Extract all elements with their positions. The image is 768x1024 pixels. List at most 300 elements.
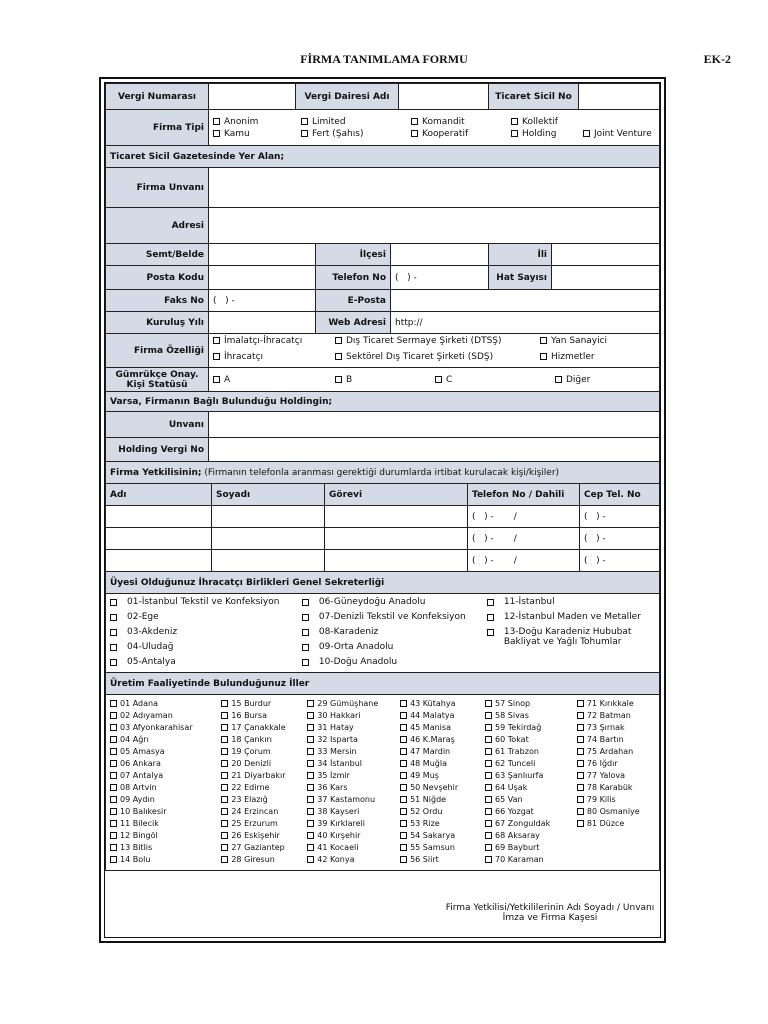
firm-feature-option[interactable] <box>335 351 540 367</box>
firm-feature-option[interactable] <box>540 351 650 367</box>
province-option[interactable] <box>577 698 655 710</box>
province-label: 43 Kütahya <box>410 699 456 708</box>
official-text-field[interactable] <box>212 528 325 550</box>
checkbox-icon[interactable] <box>485 796 492 803</box>
option-label: Joint Venture <box>594 128 652 139</box>
checkbox-icon[interactable] <box>335 376 342 383</box>
firm-type-option[interactable] <box>301 116 411 128</box>
checkbox-icon[interactable] <box>221 856 228 863</box>
district-field[interactable] <box>209 244 316 266</box>
province-option[interactable] <box>400 806 485 818</box>
checkbox-icon[interactable] <box>577 712 584 719</box>
province-option[interactable] <box>577 770 655 782</box>
checkbox-icon[interactable] <box>307 820 314 827</box>
firm-type-option[interactable] <box>411 128 511 140</box>
province-label: 58 Sivas <box>495 711 529 720</box>
province-label: 64 Uşak <box>495 783 528 792</box>
province-option[interactable] <box>400 818 485 830</box>
union-option[interactable] <box>487 612 655 627</box>
checkbox-icon[interactable] <box>110 614 117 621</box>
checkbox-icon[interactable] <box>110 659 117 666</box>
official-text-field[interactable] <box>106 506 212 528</box>
checkbox-icon[interactable] <box>221 772 228 779</box>
customs-status-label: Gümrükçe Onay. Kişi Statüsü <box>106 368 209 392</box>
province-option[interactable] <box>577 746 655 758</box>
checkbox-icon[interactable] <box>213 337 220 344</box>
province-option[interactable] <box>485 806 577 818</box>
checkbox-icon[interactable] <box>302 614 309 621</box>
province-option[interactable] <box>400 746 485 758</box>
postal-code-field[interactable] <box>209 266 316 290</box>
province-option[interactable] <box>221 770 307 782</box>
province-option[interactable] <box>400 782 485 794</box>
province-option[interactable] <box>221 710 307 722</box>
checkbox-icon[interactable] <box>577 784 584 791</box>
province-label: 73 Şırnak <box>586 723 625 732</box>
province-option[interactable] <box>110 758 221 770</box>
province-option[interactable] <box>485 818 577 830</box>
province-label: 39 Kırklareli <box>317 819 366 828</box>
province-label: 31 Hatay <box>317 723 354 732</box>
province-option[interactable] <box>221 842 307 854</box>
checkbox-icon[interactable] <box>110 820 117 827</box>
union-option[interactable] <box>302 657 487 672</box>
checkbox-icon[interactable] <box>485 772 492 779</box>
province-option[interactable] <box>307 842 400 854</box>
email-field[interactable] <box>391 290 660 312</box>
checkbox-icon[interactable] <box>301 130 308 137</box>
checkbox-icon[interactable] <box>577 748 584 755</box>
province-option[interactable] <box>110 710 221 722</box>
phone-field[interactable]: ( ) - <box>391 266 489 290</box>
province-option[interactable] <box>485 842 577 854</box>
checkbox-icon[interactable] <box>335 337 342 344</box>
checkbox-icon[interactable] <box>577 772 584 779</box>
checkbox-icon[interactable] <box>221 784 228 791</box>
province-option[interactable] <box>110 854 221 866</box>
checkbox-icon[interactable] <box>400 736 407 743</box>
province-option[interactable] <box>221 830 307 842</box>
province-option[interactable] <box>400 698 485 710</box>
official-mobile-field[interactable]: ( ) - <box>580 506 660 528</box>
firm-feature-option[interactable] <box>213 351 335 367</box>
checkbox-icon[interactable] <box>221 736 228 743</box>
checkbox-icon[interactable] <box>302 659 309 666</box>
province-option[interactable] <box>307 830 400 842</box>
web-label: Web Adresi <box>316 312 391 334</box>
provinces-section <box>105 672 660 871</box>
union-option[interactable] <box>302 612 487 627</box>
province-option[interactable] <box>485 854 577 866</box>
checkbox-icon[interactable] <box>485 832 492 839</box>
checkbox-icon[interactable] <box>307 784 314 791</box>
lines-label: Hat Sayısı <box>489 266 552 290</box>
checkbox-icon[interactable] <box>400 700 407 707</box>
checkbox-icon[interactable] <box>221 844 228 851</box>
county-field[interactable] <box>391 244 489 266</box>
province-option[interactable] <box>400 854 485 866</box>
province-label: 20 Denizli <box>231 759 272 768</box>
province-option[interactable] <box>221 734 307 746</box>
checkbox-icon[interactable] <box>307 748 314 755</box>
union-option[interactable] <box>302 627 487 642</box>
checkbox-icon[interactable] <box>307 760 314 767</box>
province-option[interactable] <box>485 710 577 722</box>
province-option[interactable] <box>577 818 655 830</box>
checkbox-icon[interactable] <box>487 629 494 636</box>
checkbox-icon[interactable] <box>110 712 117 719</box>
firm-type-option[interactable] <box>511 128 583 140</box>
option-label: Komandit <box>422 116 465 127</box>
checkbox-icon[interactable] <box>110 808 117 815</box>
holding-title-field[interactable] <box>209 412 660 438</box>
checkbox-icon[interactable] <box>435 376 442 383</box>
province-option[interactable] <box>221 782 307 794</box>
checkbox-icon[interactable] <box>577 808 584 815</box>
provinces-column <box>110 698 221 866</box>
checkbox-icon[interactable] <box>110 856 117 863</box>
province-label: 51 Niğde <box>410 795 447 804</box>
province-label: 59 Tekirdağ <box>495 723 542 732</box>
official-text-field[interactable] <box>325 506 468 528</box>
province-label: 17 Çanakkale <box>231 723 286 732</box>
checkbox-icon[interactable] <box>110 736 117 743</box>
province-option[interactable] <box>307 806 400 818</box>
checkbox-icon[interactable] <box>485 808 492 815</box>
checkbox-icon[interactable] <box>577 820 584 827</box>
checkbox-icon[interactable] <box>540 337 547 344</box>
province-option[interactable] <box>577 806 655 818</box>
union-label: 10-Doğu Anadolu <box>318 657 398 667</box>
province-option[interactable] <box>110 746 221 758</box>
checkbox-icon[interactable] <box>555 376 562 383</box>
checkbox-icon[interactable] <box>221 700 228 707</box>
checkbox-icon[interactable] <box>307 736 314 743</box>
province-option[interactable] <box>307 698 400 710</box>
checkbox-icon[interactable] <box>485 784 492 791</box>
checkbox-icon[interactable] <box>583 130 590 137</box>
province-option[interactable] <box>110 806 221 818</box>
fax-field[interactable]: ( ) - <box>209 290 316 312</box>
province-option[interactable] <box>400 794 485 806</box>
province-option[interactable] <box>485 758 577 770</box>
checkbox-icon[interactable] <box>213 130 220 137</box>
option-label: Hizmetler <box>551 351 595 362</box>
customs-status-option[interactable] <box>213 374 335 386</box>
union-label: 13-Doğu Karadeniz Hububat Bakliyat ve Yağlı Tohumlar <box>503 627 632 647</box>
checkbox-icon[interactable] <box>485 724 492 731</box>
checkbox-icon[interactable] <box>307 724 314 731</box>
checkbox-icon[interactable] <box>221 760 228 767</box>
checkbox-icon[interactable] <box>487 599 494 606</box>
founded-field[interactable] <box>209 312 316 334</box>
checkbox-icon[interactable] <box>511 118 518 125</box>
checkbox-icon[interactable] <box>485 856 492 863</box>
checkbox-icon[interactable] <box>485 748 492 755</box>
checkbox-icon[interactable] <box>110 748 117 755</box>
province-option[interactable] <box>577 758 655 770</box>
official-text-field[interactable] <box>212 550 325 572</box>
checkbox-icon[interactable] <box>307 712 314 719</box>
checkbox-icon[interactable] <box>400 712 407 719</box>
official-text-field[interactable] <box>106 550 212 572</box>
province-option[interactable] <box>110 770 221 782</box>
province-label: 04 Ağrı <box>120 735 149 744</box>
union-option[interactable] <box>487 597 655 612</box>
unions-options <box>106 594 660 673</box>
province-option[interactable] <box>577 794 655 806</box>
checkbox-icon[interactable] <box>400 760 407 767</box>
checkbox-icon[interactable] <box>307 856 314 863</box>
official-mobile-field[interactable]: ( ) - <box>580 550 660 572</box>
province-label: 38 Kayseri <box>317 807 360 816</box>
checkbox-icon[interactable] <box>307 832 314 839</box>
firm-type-option[interactable] <box>301 128 411 140</box>
checkbox-icon[interactable] <box>110 644 117 651</box>
checkbox-icon[interactable] <box>400 748 407 755</box>
checkbox-icon[interactable] <box>307 808 314 815</box>
checkbox-icon[interactable] <box>307 844 314 851</box>
signature-block <box>435 903 665 923</box>
firm-type-option[interactable] <box>583 128 660 140</box>
checkbox-icon[interactable] <box>485 844 492 851</box>
customs-status-option[interactable] <box>335 374 435 386</box>
province-field[interactable] <box>552 244 660 266</box>
firm-type-option[interactable] <box>511 116 583 128</box>
province-option[interactable] <box>221 758 307 770</box>
official-phone-field[interactable]: ( ) - / <box>468 528 580 550</box>
union-label: 04-Uludağ <box>127 642 174 652</box>
firm-feature-option[interactable] <box>213 335 335 351</box>
checkbox-icon[interactable] <box>400 856 407 863</box>
checkbox-icon[interactable] <box>487 614 494 621</box>
firm-title-field[interactable] <box>209 168 660 208</box>
province-option[interactable] <box>307 782 400 794</box>
checkbox-icon[interactable] <box>213 118 220 125</box>
firm-type-option[interactable] <box>411 116 511 128</box>
checkbox-icon[interactable] <box>400 724 407 731</box>
union-option[interactable] <box>110 642 302 657</box>
checkbox-icon[interactable] <box>400 808 407 815</box>
firm-type-option[interactable] <box>213 116 301 128</box>
province-option[interactable] <box>307 722 400 734</box>
customs-status-option[interactable] <box>555 374 650 386</box>
web-field[interactable]: http:// <box>391 312 660 334</box>
union-option[interactable] <box>302 642 487 657</box>
checkbox-icon[interactable] <box>110 784 117 791</box>
checkbox-icon[interactable] <box>301 118 308 125</box>
checkbox-icon[interactable] <box>485 736 492 743</box>
checkbox-icon[interactable] <box>577 796 584 803</box>
trade-reg-field[interactable] <box>579 84 660 110</box>
tax-office-field[interactable] <box>399 84 489 110</box>
province-option[interactable] <box>485 770 577 782</box>
checkbox-icon[interactable] <box>110 760 117 767</box>
province-label: 36 Kars <box>317 783 348 792</box>
official-text-field[interactable] <box>106 528 212 550</box>
province-label: 41 Kocaeli <box>317 843 359 852</box>
province-option[interactable] <box>400 842 485 854</box>
lines-field[interactable] <box>552 266 660 290</box>
province-option[interactable] <box>577 722 655 734</box>
checkbox-icon[interactable] <box>302 599 309 606</box>
checkbox-icon[interactable] <box>110 700 117 707</box>
checkbox-icon[interactable] <box>335 353 342 360</box>
province-option[interactable] <box>307 818 400 830</box>
province-option[interactable] <box>110 722 221 734</box>
checkbox-icon[interactable] <box>302 644 309 651</box>
province-option[interactable] <box>307 734 400 746</box>
province-option[interactable] <box>400 710 485 722</box>
checkbox-icon[interactable] <box>221 808 228 815</box>
province-option[interactable] <box>400 758 485 770</box>
checkbox-icon[interactable] <box>400 784 407 791</box>
checkbox-icon[interactable] <box>221 832 228 839</box>
checkbox-icon[interactable] <box>221 796 228 803</box>
checkbox-icon[interactable] <box>110 832 117 839</box>
checkbox-icon[interactable] <box>307 700 314 707</box>
official-mobile-field[interactable]: ( ) - <box>580 528 660 550</box>
checkbox-icon[interactable] <box>400 772 407 779</box>
checkbox-icon[interactable] <box>511 130 518 137</box>
checkbox-icon[interactable] <box>577 736 584 743</box>
province-option[interactable] <box>110 842 221 854</box>
province-option[interactable] <box>307 770 400 782</box>
checkbox-icon[interactable] <box>400 820 407 827</box>
province-label: 66 Yozgat <box>495 807 534 816</box>
province-option[interactable] <box>400 722 485 734</box>
holding-title-label: Unvanı <box>106 412 209 438</box>
province-option[interactable] <box>485 734 577 746</box>
province-label: 46 K.Maraş <box>410 735 455 744</box>
union-option[interactable] <box>110 612 302 627</box>
checkbox-icon[interactable] <box>221 820 228 827</box>
option-label: Anonim <box>224 116 259 127</box>
province-option[interactable] <box>485 722 577 734</box>
checkbox-icon[interactable] <box>307 772 314 779</box>
checkbox-icon[interactable] <box>577 724 584 731</box>
checkbox-icon[interactable] <box>221 724 228 731</box>
address-field[interactable] <box>209 208 660 244</box>
firm-type-option[interactable] <box>213 128 301 140</box>
checkbox-icon[interactable] <box>110 772 117 779</box>
form-body <box>104 82 661 938</box>
province-option[interactable] <box>485 698 577 710</box>
checkbox-icon[interactable] <box>400 844 407 851</box>
province-option[interactable] <box>221 746 307 758</box>
union-option[interactable] <box>110 597 302 612</box>
province-option[interactable] <box>307 746 400 758</box>
checkbox-icon[interactable] <box>400 796 407 803</box>
province-label: 23 Elazığ <box>231 795 268 804</box>
province-option[interactable] <box>485 830 577 842</box>
checkbox-icon[interactable] <box>577 700 584 707</box>
province-option[interactable] <box>577 710 655 722</box>
checkbox-icon[interactable] <box>221 748 228 755</box>
checkbox-icon[interactable] <box>411 118 418 125</box>
province-option[interactable] <box>110 830 221 842</box>
checkbox-icon[interactable] <box>110 796 117 803</box>
checkbox-icon[interactable] <box>110 629 117 636</box>
provinces-section-title: Üretim Faaliyetinde Bulunduğunuz İller <box>106 673 660 695</box>
official-text-field[interactable] <box>325 550 468 572</box>
province-option[interactable] <box>307 758 400 770</box>
official-text-field[interactable] <box>325 528 468 550</box>
checkbox-icon[interactable] <box>110 724 117 731</box>
province-option[interactable] <box>221 854 307 866</box>
province-option[interactable] <box>110 734 221 746</box>
checkbox-icon[interactable] <box>302 629 309 636</box>
checkbox-icon[interactable] <box>110 599 117 606</box>
province-option[interactable] <box>485 794 577 806</box>
province-option[interactable] <box>577 734 655 746</box>
checkbox-icon[interactable] <box>485 712 492 719</box>
province-option[interactable] <box>400 734 485 746</box>
province-option[interactable] <box>307 710 400 722</box>
firm-feature-option[interactable] <box>540 335 650 351</box>
province-option[interactable] <box>221 794 307 806</box>
province-label: 44 Malatya <box>410 711 455 720</box>
province-option[interactable] <box>400 770 485 782</box>
province-option[interactable] <box>307 794 400 806</box>
union-option[interactable] <box>110 657 302 672</box>
checkbox-icon[interactable] <box>485 760 492 767</box>
union-option[interactable] <box>302 597 487 612</box>
official-text-field[interactable] <box>212 506 325 528</box>
checkbox-icon[interactable] <box>307 796 314 803</box>
province-option[interactable] <box>110 794 221 806</box>
province-option[interactable] <box>400 830 485 842</box>
checkbox-icon[interactable] <box>411 130 418 137</box>
province-option[interactable] <box>221 698 307 710</box>
checkbox-icon[interactable] <box>213 353 220 360</box>
tax-no-field[interactable] <box>209 84 296 110</box>
checkbox-icon[interactable] <box>213 376 220 383</box>
officials-column-header: Soyadı <box>212 484 325 506</box>
checkbox-icon[interactable] <box>540 353 547 360</box>
firm-feature-option[interactable] <box>335 335 540 351</box>
checkbox-icon[interactable] <box>577 760 584 767</box>
checkbox-icon[interactable] <box>485 700 492 707</box>
union-option[interactable] <box>110 627 302 642</box>
province-option[interactable] <box>221 722 307 734</box>
province-option[interactable] <box>110 698 221 710</box>
union-option[interactable] <box>487 627 655 647</box>
province-option[interactable] <box>110 818 221 830</box>
province-option[interactable] <box>221 806 307 818</box>
checkbox-icon[interactable] <box>221 712 228 719</box>
checkbox-icon[interactable] <box>400 832 407 839</box>
official-phone-field[interactable]: ( ) - / <box>468 506 580 528</box>
province-label: 49 Muş <box>410 771 439 780</box>
province-option[interactable] <box>485 746 577 758</box>
option-label: Dış Ticaret Sermaye Şirketi (DTSŞ) <box>346 335 502 346</box>
province-option[interactable] <box>485 782 577 794</box>
officials-column-header: Görevi <box>325 484 468 506</box>
province-option[interactable] <box>221 818 307 830</box>
province-option[interactable] <box>110 782 221 794</box>
province-option[interactable] <box>307 854 400 866</box>
fax-label: Faks No <box>106 290 209 312</box>
province-label: 29 Gümüşhane <box>317 699 379 708</box>
checkbox-icon[interactable] <box>485 820 492 827</box>
page-title: FİRMA TANIMLAMA FORMU <box>300 52 468 66</box>
official-phone-field[interactable]: ( ) - / <box>468 550 580 572</box>
province-option[interactable] <box>577 782 655 794</box>
holding-tax-field[interactable] <box>209 438 660 462</box>
checkbox-icon[interactable] <box>110 844 117 851</box>
customs-status-option[interactable] <box>435 374 555 386</box>
